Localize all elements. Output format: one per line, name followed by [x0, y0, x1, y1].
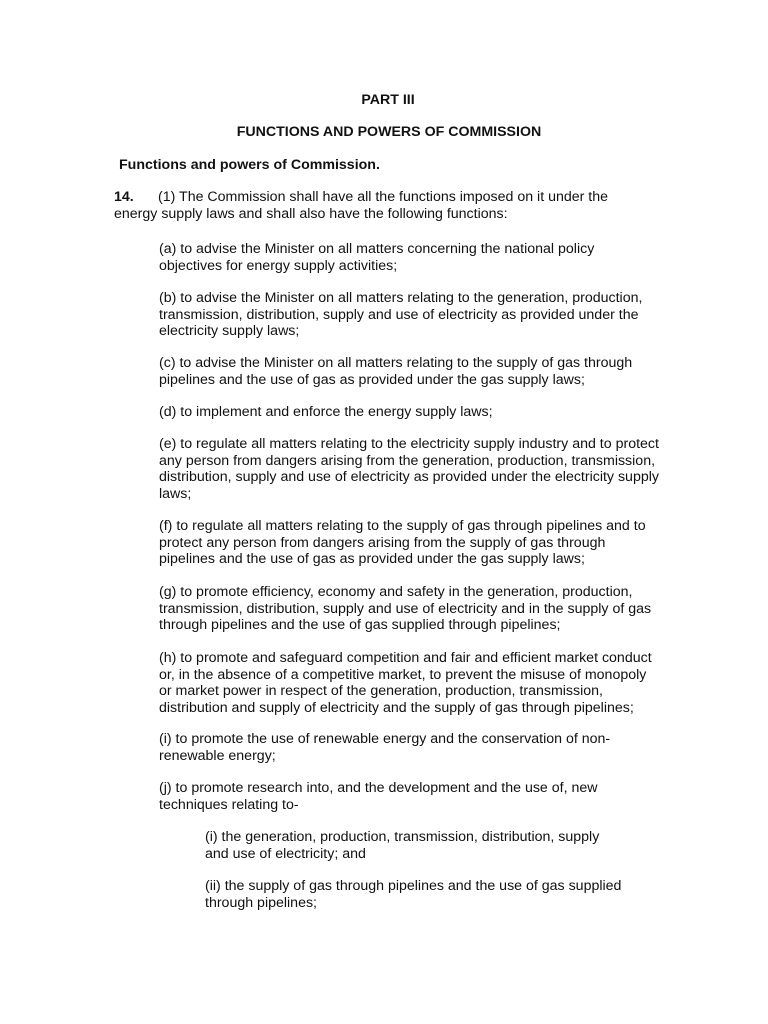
item-e: (e) to regulate all matters relating to the electricity supply industry and to protect any person from dangers arising from the generation, production, transmission, distribution, supply and use of electricity as provided under the electricity supply laws; — [159, 436, 659, 502]
item-b: (b) to advise the Minister on all matters relating to the generation, production, transmission, distribution, supply and use of electricity as provided under the electricity supply laws; — [159, 290, 643, 339]
section-intro: (1) The Commission shall have all the functions imposed on it under the energy supply laws and shall also have the following functions: — [114, 189, 609, 222]
section-heading: Functions and powers of Commission. — [119, 157, 380, 173]
part-heading: PART III — [361, 92, 415, 108]
part-title: FUNCTIONS AND POWERS OF COMMISSION — [236, 124, 542, 140]
item-h: (h) to promote and safeguard competition and fair and efficient market conduct or, in the absence of a competitive market, to prevent the misuse of monopoly or market power in respect of the generation, production, transmission, distribution and supply of electricity and the supply of gas through pipelines; — [159, 650, 652, 716]
item-i: (i) to promote the use of renewable energy and the conservation of non-renewable energy; — [159, 731, 611, 764]
item-g: (g) to promote efficiency, economy and safety in the generation, production, transmission, distribution, supply and use of electricity and in the supply of gas through pipelines and the use of gas supplied through pipelines; — [159, 584, 652, 633]
item-c: (c) to advise the Minister on all matters relating to the supply of gas through pipelines and the use of gas as provided under the gas supply laws; — [159, 355, 633, 388]
subitem-ii: (ii) the supply of gas through pipelines and the use of gas supplied through pipelines; — [205, 878, 622, 911]
item-j: (j) to promote research into, and the development and the use of, new techniques relating to- — [159, 780, 598, 813]
subitem-i: (i) the generation, production, transmission, distribution, supply and use of electricity; and — [205, 829, 600, 862]
section-number: 14. — [114, 189, 134, 205]
item-d: (d) to implement and enforce the energy supply laws; — [159, 404, 493, 420]
section-paragraph — [114, 189, 654, 222]
item-a: (a) to advise the Minister on all matters concerning the national policy objectives for energy supply activities; — [159, 241, 595, 274]
item-f: (f) to regulate all matters relating to the supply of gas through pipelines and to protect any person from dangers arising from the supply of gas through pipelines and the use of gas as provided under the gas supply laws; — [159, 518, 646, 567]
